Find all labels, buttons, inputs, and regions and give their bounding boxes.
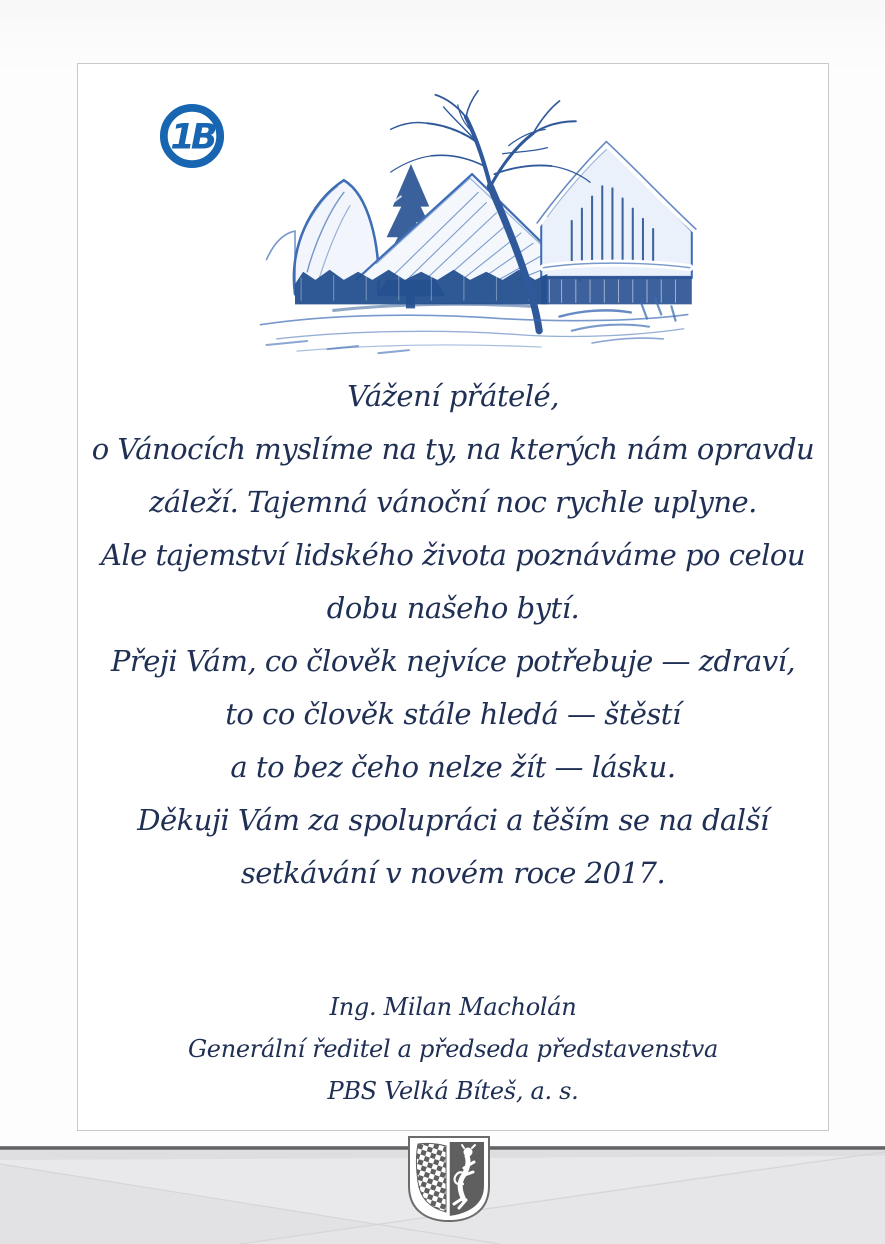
greeting-line: záleží. Tajemná vánoční noc rychle uplyne.	[149, 485, 757, 519]
greeting-line: Ale tajemství lidského života poznáváme po celou	[100, 538, 806, 572]
greeting-line: a to bez čeho nelze žít — lásku.	[230, 750, 676, 784]
greeting-line: Přeji Vám, co člověk nejvíce potřebuje — zdraví,	[110, 644, 796, 678]
greeting-line: Vážení přátelé,	[347, 379, 559, 413]
greeting-line: Děkuji Vám za spolupráci a těším se na další	[137, 803, 769, 837]
signature-block	[78, 986, 828, 1112]
signature-name: Ing. Milan Macholán	[329, 993, 577, 1021]
greeting-line: o Vánocích myslíme na ty, na kterých nám opravdu	[91, 432, 815, 466]
pbs-logo-icon	[158, 102, 226, 170]
greeting-line: setkávání v novém roce 2017.	[240, 856, 666, 890]
velka-bites-coat-of-arms-icon	[406, 1134, 492, 1224]
winter-village-illustration-icon	[236, 86, 704, 366]
greeting-line: to co člověk stále hledá — štěstí	[225, 697, 681, 731]
signature-company: PBS Velká Bíteš, a. s.	[327, 1077, 579, 1105]
signature-title: Generální ředitel a předseda představenstva	[187, 1035, 719, 1063]
greeting-card	[77, 63, 829, 1131]
greeting-line: dobu našeho bytí.	[326, 591, 580, 625]
greeting-text-block	[78, 370, 828, 900]
pbs-logo-monogram: 1B	[170, 117, 214, 158]
